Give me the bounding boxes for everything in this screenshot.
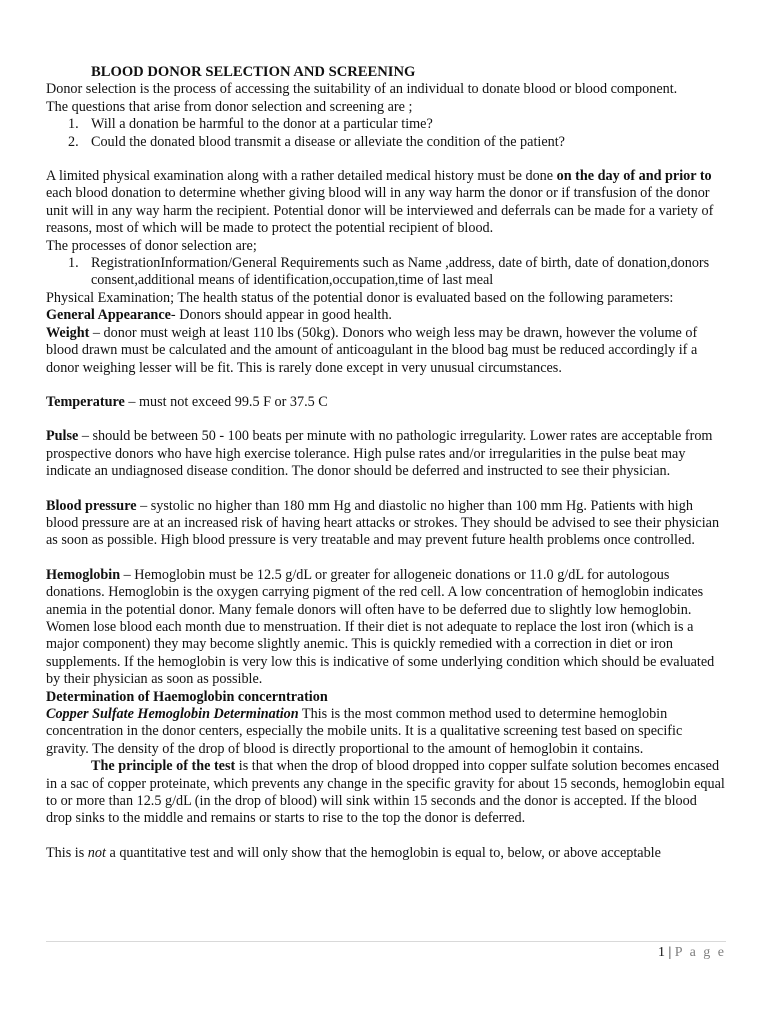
page-number: 1 <box>657 945 665 960</box>
intro-line-2: The questions that arise from donor selection and screening are ; <box>46 98 413 115</box>
quantitative-paragraph: This is not a quantitative test and will only show that the hemoglobin is equal to, below, or above acceptable <box>46 844 661 861</box>
page-separator: | <box>664 945 675 960</box>
page-footer <box>658 944 726 961</box>
list-item: 1. Will a donation be harmful to the donor at a particular time? <box>68 116 433 133</box>
document-page <box>46 64 726 862</box>
blood-pressure-paragraph: Blood pressure – systolic no higher than 180 mm Hg and diastolic no higher than 100 mm Hg. Patients with high blood pressure are at an increased risk of having heart attacks or strokes. They should be advised to see their physician as soon as possible. High blood pressure is very treatable and may prevent future health problems once controlled. <box>46 497 720 549</box>
list-item: 1. RegistrationInformation/General Requirements such as Name ,address, date of birth, date of donation,donors consent,additional means of identification,occupation,time of last meal <box>68 255 710 289</box>
process-list <box>46 255 726 290</box>
physical-exam-line: Physical Examination; The health status of the potential donor is evaluated based on the following parameters: <box>46 289 674 306</box>
footer-divider <box>46 941 726 942</box>
pulse-paragraph: Pulse – should be between 50 - 100 beats per minute with no pathologic irregularity. Lower rates are acceptable from prospective donors who have high exercise tolerance. High pulse rates and/or irregularities in the pulse beat may indicate an undiagnosed disease condition. The donor should be deferred and instructed to see their physician. <box>46 428 713 480</box>
processes-heading: The processes of donor selection are; <box>46 237 257 254</box>
page-word: P a g e <box>674 945 726 960</box>
copper-sulfate-paragraph: Copper Sulfate Hemoglobin Determination This is the most common method used to determine hemoglobin concentration in the donor centers, especially the mobile units. It is a qualitative screening test based on specific gravity. The density of the drop of blood is directly proportional to the amount of hemoglobin it contains. <box>46 706 683 757</box>
weight-paragraph: Weight – donor must weigh at least 110 lbs (50kg). Donors who weigh less may be drawn, however the volume of blood drawn must be calculated and the amount of anticoagulant in the blood bag must be reduced accordingly if a donor weighing lesser will be fit. This is rarely done except in very unusual circumstances. <box>46 324 698 376</box>
temperature-paragraph: Temperature – must not exceed 99.5 F or 37.5 C <box>46 393 328 410</box>
hemoglobin-paragraph: Hemoglobin – Hemoglobin must be 12.5 g/dL or greater for allogeneic donations or 11.0 g/dL for autologous donations. Hemoglobin is the oxygen carrying pigment of the red cell. A low concentration of hemoglobin indicates anemia in the potential donor. Many female donors will often have to be deferred due to slightly low hemoglobin. Women lose blood each month due to menstruation. If their diet is not adequate to replace the lost iron (which is a major component) they may become slightly anemic. This is quickly remedied with a correction in diet or iron supplements. If the hemoglobin is very low this is indicative of some underlying condition which should be evaluated by their physician as soon as possible. <box>46 566 715 688</box>
list-item: 2. Could the donated blood transmit a disease or alleviate the condition of the patient? <box>68 133 565 150</box>
document-title: BLOOD DONOR SELECTION AND SCREENING <box>91 64 416 80</box>
intro-line-1: Donor selection is the process of accessing the suitability of an individual to donate blood or blood component. <box>46 81 678 98</box>
exam-paragraph: A limited physical examination along with a rather detailed medical history must be done on the day of and prior to each blood donation to determine whether giving blood will in any way harm the donor or if transfusion of the donor unit will in any way harm the recipient. Potential donor will be interviewed and deferrals can be made for a variety of reasons, most of which will be made to protect the potential recipient of blood. <box>46 168 714 237</box>
principle-paragraph: The principle of the test is that when the drop of blood dropped into copper sulfate solution becomes encased in a sac of copper proteinate, which prevents any change in the specific gravity for about 15 seconds, hemoglobin equal to or more than 12.5 g/dL (in the drop of blood) will sink within 15 seconds and the donor is accepted. If the blood drop sinks to the middle and remains or starts to rise to the top the donor is deferred. <box>46 758 725 827</box>
determination-heading: Determination of Haemoglobin concerntration <box>46 688 328 705</box>
questions-list <box>46 116 726 151</box>
general-appearance: General Appearance- Donors should appear in good health. <box>46 307 392 324</box>
